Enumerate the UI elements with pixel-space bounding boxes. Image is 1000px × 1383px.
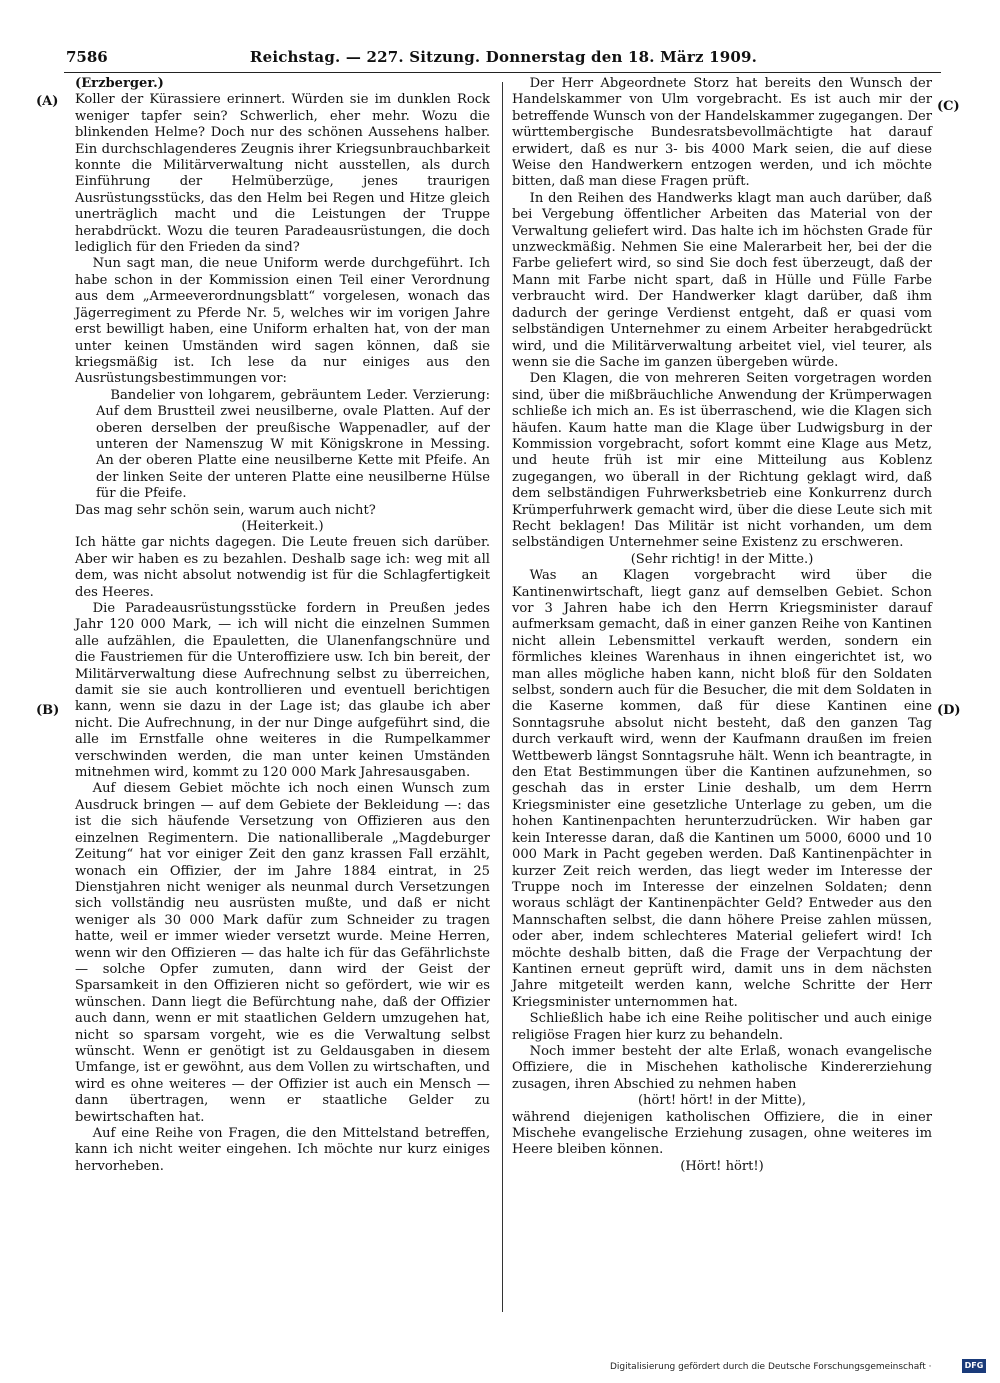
margin-marker-b: (B) <box>36 703 60 718</box>
page-number: 7586 <box>66 48 108 66</box>
paragraph: Nun sagt man, die neue Uniform werde durchgeführt. Ich habe schon in der Kommission einen Teil einer Verordnung aus dem „Armeeverordnungsblatt“ vorgelesen, wonach das Jägerregiment zu Pferde Nr. 5, welches wir im vorigen Jahre erst bewilligt haben, eine Uniform erhalten hat, von der man unter keinen Umständen wird sagen können, daß sie kriegsmäßig ist. Ich lese da nur einiges aus den Ausrüstungsbestimmungen vor: <box>75 256 490 387</box>
paragraph: Schließlich habe ich eine Reihe politischer und auch einige religiöse Fragen hier kurz zu behandeln. <box>512 1011 932 1043</box>
column-divider <box>502 82 503 1312</box>
paragraph: Noch immer besteht der alte Erlaß, wonach evangelische Offiziere, die in Mischehen katholische Kindererziehung zusagen, ihren Abschied zu nehmen haben <box>512 1043 932 1092</box>
header-rule <box>64 72 941 73</box>
left-column <box>75 76 490 1175</box>
interjection: (hört! hört! in der Mitte), <box>637 1093 807 1109</box>
paragraph: Koller der Kürassiere erinnert. Würden sie im dunklen Rock weniger tapfer sein? Schwerlich, eher mehr. Wozu die blinkenden Helme? Doch nur des schönen Aussehens halber. Ein durchschlagenderes Zeugnis ihrer Kriegsunbrauchbarkeit konnte die Militärverwaltung nicht ausstellen, als durch Einführung der Helmüberzüge, jenes traurigen Ausrüstungsstücks, das den Helm bei Regen und Hitze gleich unerträglich macht und die Leistungen der Truppe herabdrückt. Wozu die teuren Paradeausrüstungen, die doch lediglich für den Frieden da sind? <box>75 92 490 256</box>
page-header <box>66 48 941 72</box>
interjection: (Sehr richtig! in der Mitte.) <box>630 551 814 567</box>
margin-marker-c: (C) <box>937 99 960 114</box>
right-column <box>512 76 932 1175</box>
paragraph: In den Reihen des Handwerks klagt man auch darüber, daß bei Vergebung öffentlicher Arbeiten das Material von der Verwaltung geliefert wird. Das halte ich im höchsten Grade für unzweckmäßig. Nehmen Sie eine Malerarbeit her, bei der die Farbe geliefert wird, so sind Sie doch fest überzeugt, daß der Mann mit Farbe nicht spart, daß in Hülle und Fülle Farbe verbraucht wird. Der Handwerker klagt darüber, daß ihm dadurch der geringe Verdienst entgeht, daß er quasi vom selbständigen Unternehmer zu einem Arbeiter herabgedrückt wird, und die Militärverwaltung arbeitet viel, viel teurer, als wenn sie die Sache im ganzen übergeben würde. <box>512 190 932 370</box>
speaker-name: (Erzberger.) <box>75 76 164 91</box>
running-title: Reichstag. — 227. Sitzung. Donnerstag den 18. März 1909. <box>249 48 758 66</box>
margin-marker-a: (A) <box>36 94 59 109</box>
paragraph: Die Paradeausrüstungsstücke fordern in Preußen jedes Jahr 120 000 Mark, — ich will nicht die einzelnen Summen alle aufzählen, die Epauletten, die Ulanenfangschnüre und die Faustriemen für die Unteroffiziere usw. Ich bin bereit, der Militärverwaltung diese Aufrechnung selbst zu überreichen, damit sie sie auch kontrollieren und eventuell berichtigen kann, wenn sie dazu in der Lage ist; das glaube ich aber nicht. Die Aufrechnung, in der nur Dinge aufgeführt sind, die alle im Ernstfalle ohne weiteres in die Rumpelkammer verschwinden werden, die man unter keinen Umständen mitnehmen wird, kommt zu 120 000 Mark Jahresausgaben. <box>75 601 490 781</box>
paragraph: Auf diesem Gebiet möchte ich noch einen Wunsch zum Ausdruck bringen — auf dem Gebiete der Bekleidung —: das ist die sich häufende Versetzung von Offizieren aus den einzelnen Regimentern. Die nationalliberale „Magdeburger Zeitung“ hat vor einiger Zeit den ganz krassen Fall erzählt, wonach ein Offizier, der im Jahre 1884 eintrat, in 25 Dienstjahren nicht weniger als neunmal durch Versetzungen sich vollständig neu ausrüsten mußte, und daß er nicht weniger als 30 000 Mark dafür zum Schneider zu tragen hatte, weil er immer wieder versetzt wurde. Meine Herren, wenn wir den Offizieren — das halte ich für das Gefährlichste — solche Opfer zumuten, dann wird der Geist der Sparsamkeit in den Offizieren nicht so gefördert, wie wir es wünschen. Dann liegt die Befürchtung nahe, daß der Offizier auch dann, wenn er mit staatlichen Geldern umzugehen hat, nicht so sparsam vorgeht, wie es die Verwaltung selbst wünscht. Wenn er genötigt ist zu Geldausgaben in diesem Umfange, ist er gewöhnt, aus dem Vollen zu wirtschaften, und wird es ohne weiteres — der Offizier ist auch ein Mensch — dann übertragen, wenn er staatliche Gelder zu bewirtschaften hat. <box>75 781 490 1125</box>
quoted-regulation: Bandelier von lohgarem, gebräuntem Leder. Verzierung: Auf dem Brustteil zwei neusilberne, ovale Platten. Auf der oberen derselben der preußische Wappenadler, auf der unteren der Namenszug W mit Königskrone in Messing. An der oberen Platte eine neusilberne Kette mit Pfeife. An der linken Seite der unteren Platte eine neusilberne Hülse für die Pfeife. <box>95 387 490 502</box>
dfg-logo: DFG <box>962 1359 986 1373</box>
paragraph: Ich hätte gar nichts dagegen. Die Leute freuen sich darüber. Aber wir haben es zu bezahlen. Deshalb sage ich: weg mit all dem, was nicht absolut notwendig ist für die Schlagfertigkeit des Heeres. <box>75 535 490 600</box>
paragraph: Der Herr Abgeordnete Storz hat bereits den Wunsch der Handelskammer von Ulm vorgebracht. Es ist auch mir der betreffende Wunsch von der Handelskammer zugegangen. Der württembergische Bundesratsbevollmächtigte hat darauf erwidert, daß es nur 3- bis 4000 Mark seien, die auf diese Weise den Handwerkern entzogen werden, und ich möchte bitten, daß man diese Fragen prüft. <box>512 76 932 190</box>
paragraph: Was an Klagen vorgebracht wird über die Kantinenwirtschaft, liegt ganz auf demselben Gebiet. Schon vor 3 Jahren habe ich den Herrn Kriegsminister darauf aufmerksam gemacht, daß in einer ganzen Reihe von Kantinen nicht allein Lebensmittel verkauft werden, sondern ein förmliches kleines Warenhaus in ihnen eingerichtet ist, wo man alles mögliche haben kann, nicht bloß für den Soldaten selbst, sondern auch für die Besucher, die mit dem Soldaten in die Kaserne kommen, daß für diese Kantinen eine Sonntagsruhe absolut nicht besteht, daß den ganzen Tag durch verkauft wird, wenn der Kaufmann draußen im freien Wettbewerb längst Sonntagsruhe hält. Wenn ich beantragte, in den Etat Bestimmungen über die Kantinen aufzunehmen, so geschah das in erster Linie deshalb, um dem Herrn Kriegsminister eine gesetzliche Unterlage zu geben, um die hohen Kantinenpachten herunterzudrücken. Wir haben gar kein Interesse daran, daß die Kantinen um 5000, 6000 und 10 000 Mark in Pacht gegeben werden. Daß Kantinenpächter in kurzer Zeit reich werden, das liegt weder im Interesse der Truppe noch im Interesse der einzelnen Soldaten; denn woraus schlägt der Kantinenpächter Geld? Entweder aus den Mannschaften selbst, die dann höhere Preise zahlen müssen, oder aber, indem schlechteres Material geliefert wird! Ich möchte deshalb bitten, daß die Frage der Verpachtung der Kantinen erneut geprüft wird, damit uns in dem nächsten Jahre mitgeteilt werden kann, welche Schritte der Herr Kriegsminister unternommen hat. <box>512 568 932 1010</box>
interjection: (Hört! hört!) <box>680 1158 764 1174</box>
interjection: (Heiterkeit.) <box>241 518 324 534</box>
paragraph: Den Klagen, die von mehreren Seiten vorgetragen worden sind, über die mißbräuchliche Anwendung der Krümperwagen schließe ich mich an. Es ist überraschend, wie die Klagen sich häufen. Kaum hatte man die Klage über Ludwigsburg in der Kommission vorgebracht, sofort kommt eine Klage aus Metz, und heute früh ist mir eine Mitteilung aus Koblenz zugegangen, wo überall in der Richtung geklagt wird, daß dem selbständigen Fuhrwerksbetrieb eine Konkurrenz durch Krümperfuhrwerk gemacht wird, über die diese Leute sich mit Recht beklagen! Das Militär ist nicht vorhanden, um dem selbständigen Unternehmer seine Existenz zu erschweren. <box>512 371 932 551</box>
paragraph: Auf eine Reihe von Fragen, die den Mittelstand betreffen, kann ich nicht weiter eingehen. Ich möchte nur kurz einiges hervorheben. <box>75 1126 490 1174</box>
digitization-credit: Digitalisierung gefördert durch die Deutsche Forschungsgemeinschaft · <box>610 1362 932 1372</box>
paragraph: während diejenigen katholischen Offiziere, die in einer Mischehe evangelische Erziehung zusagen, ohne weiteres im Heere bleiben können. <box>512 1109 932 1158</box>
paragraph: Das mag sehr schön sein, warum auch nicht? <box>75 502 376 518</box>
margin-marker-d: (D) <box>937 703 961 718</box>
